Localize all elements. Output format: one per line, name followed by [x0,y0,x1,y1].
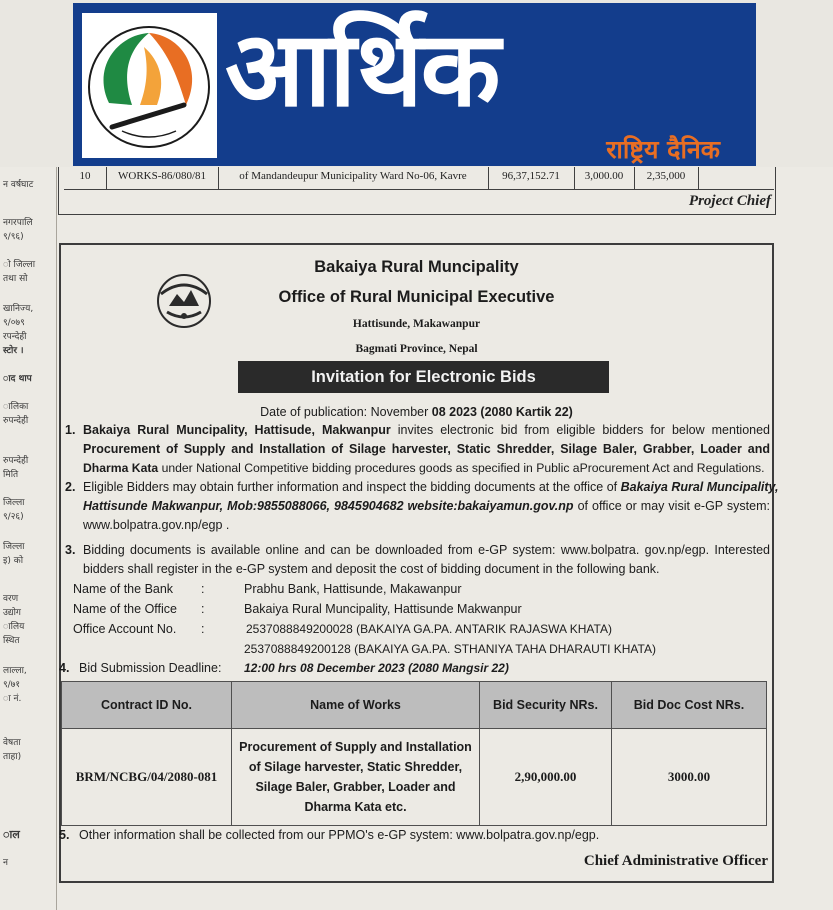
newspaper-tagline: राष्ट्रिय दैनिक [606,135,720,164]
bank-name-label: Name of the Bank [73,582,174,596]
office-name: Office of Rural Municipal Executive [278,288,555,306]
column-fragment: स्टोर । [3,346,24,356]
column-fragment: इ) को [3,556,24,566]
column-fragment: वेषता [3,738,21,748]
column-header: Name of Works [232,682,480,729]
account-number-1: 2537088849200028 (BAKAIYA GA.PA. ANTARIK RAJASWA KHATA) [246,622,612,636]
security-cell: 2,35,000 [634,167,699,189]
deadline-label: Bid Submission Deadline: [79,661,222,675]
address-line-1: Hattisunde, Makawanpur [352,318,481,330]
newspaper-page [0,167,833,910]
bid-doc-cost-cell: 3000.00 [612,729,767,826]
amount-cell: 96,37,152.71 [488,167,575,189]
table-row [62,729,767,826]
publication-date: Date of publication: November 08 2023 (2080 Kartik 22) [260,405,573,419]
column-fragment: ा नं. [3,694,22,704]
newspaper-brand-name: आर्थिक [225,8,499,130]
account-number-label: Office Account No. [73,622,177,636]
column-fragment: रुपन्देही [3,456,29,466]
table-row [64,167,774,190]
account-number-2: 2537088849200128 (BAKAIYA GA.PA. STHANIYA TAHA DHARAUTI KHATA) [244,642,656,656]
column-fragment: लाल्ला, [3,666,27,676]
column-fragment: ालिका [3,402,29,412]
column-header: Bid Doc Cost NRs. [612,682,767,729]
column-fragment: न वर्षघाट [3,180,34,190]
egp-link[interactable]: www.bolpatra.gov.np/egp . [83,518,230,532]
column-fragment: ९/०७९ [3,318,25,328]
column-fragment: मिति [3,470,19,480]
column-fragment: ९/२६) [3,512,24,522]
adjacent-column-fragments [0,167,57,910]
works-name-cell: Procurement of Supply and Installation of Silage harvester, Static Shredder, Silage Baler, Grabber, Loader and Dharma Kata etc. [232,729,480,826]
column-fragment: ९/९६) [3,232,24,242]
deadline-value: 12:00 hrs 08 December 2023 (2080 Mangsir 22) [244,661,509,675]
previous-notice-fragment [58,167,776,215]
column-fragment: जिल्ला [3,542,25,552]
office-name-value: Bakaiya Rural Muncipality, Hattisunde Makwanpur [244,602,522,616]
notice-title: Invitation for Electronic Bids [238,361,609,393]
previous-notice-signature: Project Chief [688,193,771,209]
bid-notice: Bakaiya Rural Muncipality Office of Rural Municipal Executive Hattisunde, Makawanpur Bagmati Province, Nepal Invitation for Electronic Bids Date of publication: November 08 2023 (2080 Kartik 22) 1. Bakaiya Rural Muncipality, Hattisude, Makwanpur invites electronic bid from eligible bidders for below mentioned Procurement of Supply and Installation of Silage harvester, Static Shredder, Silage Baler, Grabber, Loader and Dharma Kata under National Competitive bidding procedures goods as specified in Public aProcurement Act and Regulations. 2. Eligible Bidders may obtain further information and inspect the bidding documents at the office of Bakaiya Rural Muncipality, Hattisunde Makwanpur, Mob:9855088066, 9845904682 website:bakaiyamun.gov.np of office or may visit e-GP system: www.bolpatra.gov.np/egp . 3. Bidding documents is available online and can be downloaded from e-GP system: www.bolpatra. gov.np/egp. Interested bidders shall register in the e-GP system and deposit the cost of bidding document in the following bank. Name of the Bank : Prabhu Bank, Hattisunde, Makawanpur Name of the Office : Bakaiya Rural Muncipality, Hattisunde Makwanpur Office Account No. : 2537088849200028 (BAKAIYA GA.PA. ANTARIK RAJASWA KHATA) 2537088849200128 (BAKAIYA GA.PA. STHANIYA TAHA DHARAUTI KHATA) 4. Bid Submission Deadline: 12:00 hrs 08 December 2023 (2080 Mangsir 22) Contract ID No. Name of Works Bid Security NRs. Bid Doc Cost NRs. BRM/NCBG/04/2080-081 Procurement of Supply and Installation of Silage harvester, Static Shredder, Silage Baler, Grabber, Loader and Dharma Kata etc. 2,90,000.00 3000.00 5. Other information shall be collected from our PPMO's e-GP system: www.bolpatra.gov.np/egp. Chief Administrative Officer [59,243,774,883]
contract-id-cell: BRM/NCBG/04/2080-081 [62,729,232,826]
description-cell: of Mandandeupur Municipality Ward No-06, Kavre [218,167,489,189]
serial-cell: 10 [64,167,107,189]
office-name-label: Name of the Office [73,602,177,616]
column-fragment: उद्योग [3,608,22,618]
column-fragment: रपन्देही [3,332,27,342]
column-fragment: जिल्ला [3,498,25,508]
contract-id-cell: WORKS-86/080/81 [106,167,219,189]
table-header-row [62,682,767,729]
column-fragment: ताहा) [3,752,22,762]
column-fragment: ९/७१ [3,680,21,690]
organization-name: Bakaiya Rural Muncipality [314,258,519,276]
address-line-2: Bagmati Province, Nepal [355,343,478,355]
bank-name-value: Prabhu Bank, Hattisunde, Makawanpur [244,582,462,596]
column-fragment: न [3,858,8,868]
column-fragment: ाल [3,828,20,841]
column-fragment: खानिज्य, [3,304,34,314]
column-fragment: ाद थाप [3,374,32,384]
signatory-title: Chief Administrative Officer [583,853,768,869]
column-fragment: स्थित [3,636,20,646]
column-fragment: ो जिल्ला [3,260,36,270]
works-table [61,681,767,826]
column-header: Bid Security NRs. [480,682,612,729]
bid-security-cell: 2,90,000.00 [480,729,612,826]
column-header: Contract ID No. [62,682,232,729]
newspaper-logo-icon [82,13,217,158]
fee-cell: 3,000.00 [574,167,635,189]
newspaper-masthead [73,3,756,166]
column-fragment: तथा सो [3,274,28,284]
column-fragment: वरण [3,594,19,604]
column-fragment: ालिय [3,622,25,632]
column-fragment: रुपन्देही [3,416,29,426]
column-fragment: नगरपालि [3,218,33,228]
